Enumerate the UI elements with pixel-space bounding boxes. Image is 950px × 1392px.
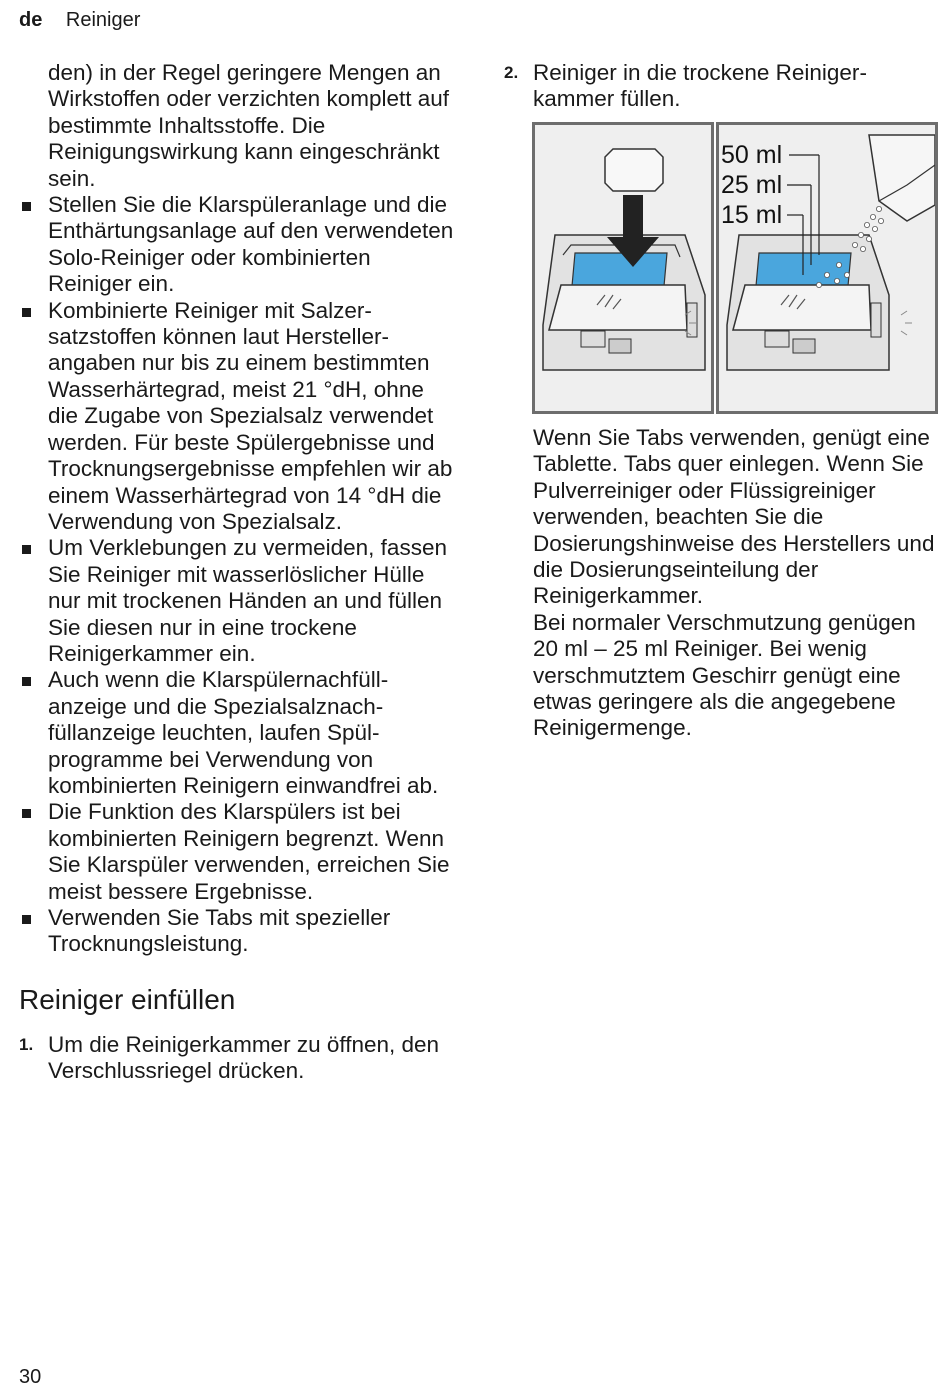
illustrations [532,122,938,414]
page-number: 30 [19,1366,42,1388]
left-column [19,60,459,1085]
tab-insert-illustration [535,125,711,411]
figure-powder-fill [716,122,938,414]
dose-label: 15 ml [721,201,783,229]
list-item: Stellen Sie die Klarspüleranlage und die Enthärtungsanlage auf den verwendeten Solo-Reiniger oder kombinierten Reiniger ein. [19,192,459,298]
step-1 [19,1032,459,1085]
bullet-list [19,192,459,958]
step-2 [504,60,940,113]
amount-paragraph: Bei normaler Verschmutzung genügen 20 ml – 25 ml Reiniger. Bei wenig verschmutztem Geschirr genügt eine etwas geringere als die angegebene Reinigermenge. [533,609,916,741]
dose-label: 50 ml [721,141,783,169]
language-code: de [19,9,43,31]
dose-label: 25 ml [721,171,783,199]
list-item: Um Verklebungen zu vermeiden, fassen Sie Reiniger mit wasserlöslicher Hülle nur mit trockenen Händen an und füllen Sie diesen nur in eine trockene Reinigerkammer ein. [19,535,459,667]
right-column [504,60,940,113]
powder-fill-illustration [719,125,935,411]
page-header [19,9,140,32]
step-number: 2. [504,63,519,82]
right-text-block [533,425,943,742]
section-heading: Reiniger einfüllen [19,983,236,1015]
intro-paragraph: den) in der Regel geringere Mengen an Wirkstoffen oder verzichten komplett auf bestimmte Inhaltsstoffe. Die Reinigungswirkung kann eingeschränkt sein. [48,60,450,191]
list-item: Auch wenn die Klarspülernachfüllanzeige und die Spezialsalznachfüllanzeige leuchten, laufen Spülprogramme bei Verwendung von kombinierten Reinigern einwandfrei ab. [19,667,459,799]
section-name: Reiniger [65,9,141,31]
figure-tab-insert [532,122,714,414]
list-item: Die Funktion des Klarspülers ist bei kombinierten Reinigern begrenzt. Wenn Sie Klarspüler verwenden, erreichen Sie meist bessere Ergebnisse. [19,799,459,905]
tab-icon [605,149,663,191]
list-item: Kombinierte Reiniger mit Salzersatzstoffen können laut Herstellerangaben nur bis zu einem bestimmten Wasserhärtegrad, meist 21 °dH, ohne die Zugabe von Spezialsalz verwendet werden. Für beste Spülergebnisse und Trocknungsergebnisse empfehlen wir ab einem Wasserhärtegrad von 14 °dH die Verwendung von Spezialsalz. [19,298,459,536]
step-text: Um die Reinigerkammer zu öffnen, den Verschlussriegel drücken. [48,1031,440,1084]
dosing-paragraph: Wenn Sie Tabs verwenden, genügt eine Tablette. Tabs quer einlegen. Wenn Sie Pulverreiniger oder Flüssigreiniger verwenden, beachten Sie die Dosierungshinweise des Herstellers und die Dosierungseinteilung der Reinigerkammer. [533,425,935,609]
step-text: Reiniger in die trockene Reinigerkammer füllen. [533,60,867,112]
list-item: Verwenden Sie Tabs mit spezieller Trocknungsleistung. [19,905,459,958]
step-number: 1. [19,1034,34,1054]
